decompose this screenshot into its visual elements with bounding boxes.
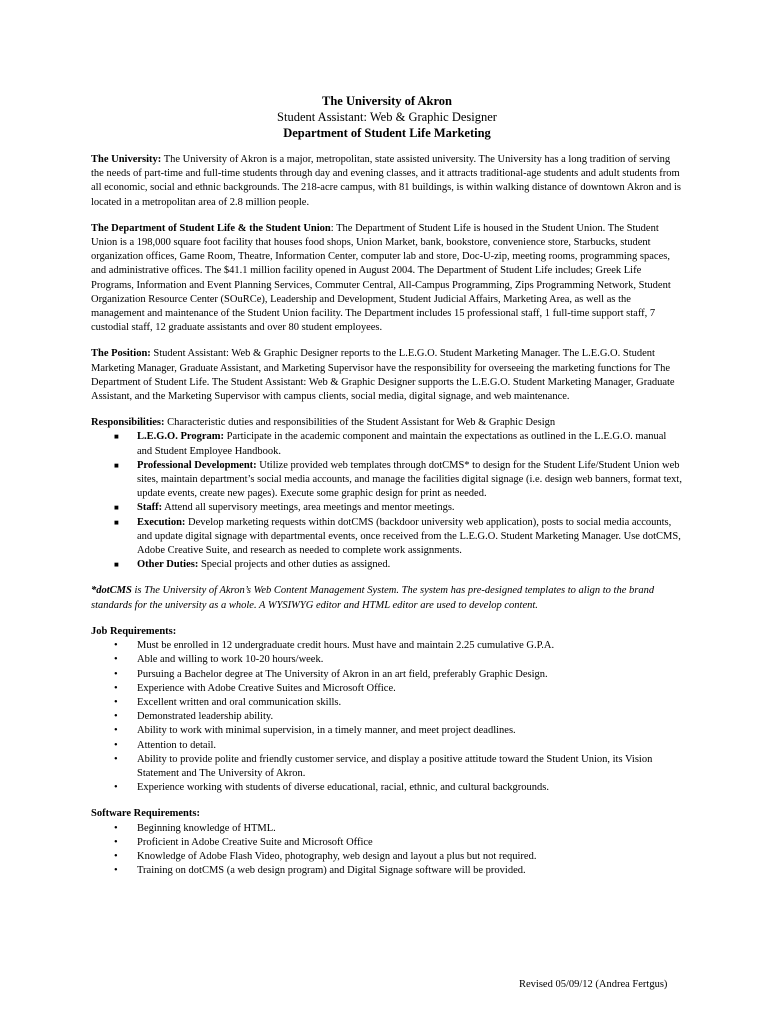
responsibilities-intro-line <box>91 416 683 430</box>
list-item <box>91 710 683 724</box>
university-paragraph <box>91 153 683 210</box>
requirement-text: Experience with Adobe Creative Suites and Microsoft Office. <box>137 682 396 694</box>
requirement-text: Must be enrolled in 12 undergraduate credit hours. Must have and maintain 2.25 cumulative G.P.A. <box>137 640 555 652</box>
software-requirements-section <box>91 807 683 878</box>
requirement-text: Pursuing a Bachelor degree at The University of Akron in an art field, preferably Graphic Design. <box>137 668 548 680</box>
position-label: The Position: <box>91 348 151 360</box>
requirement-text: Ability to work with minimal supervision, in a timely manner, and meet project deadlines. <box>137 725 516 737</box>
requirement-text: Excellent written and oral communication skills. <box>137 696 342 708</box>
list-item <box>91 753 683 781</box>
revision-footer: Revised 05/09/12 (Andrea Fertgus) <box>519 979 668 990</box>
list-item <box>91 696 683 710</box>
university-label: The University: <box>91 154 162 165</box>
square-bullet-icon: ■ <box>114 517 119 527</box>
list-item <box>91 739 683 753</box>
position-title: Student Assistant: Web & Graphic Designer <box>277 110 497 124</box>
software-requirements-heading: Software Requirements: <box>91 808 200 820</box>
software-text: Training on dotCMS (a web design program) and Digital Signage software will be provided. <box>137 865 526 877</box>
square-bullet-icon: ■ <box>114 503 119 513</box>
list-item <box>91 864 683 878</box>
responsibility-text: Participate in the academic component and maintain the expectations as outlined in the L.E.G.O. manual and Student Employee Handbook. <box>137 431 667 457</box>
university-title: The University of Akron <box>322 94 452 108</box>
position-paragraph <box>91 347 683 404</box>
bullet-icon: • <box>114 696 118 708</box>
dotcms-note <box>91 584 683 612</box>
position-text: Student Assistant: Web & Graphic Designer reports to the L.E.G.O. Student Marketing Manager. The L.E.G.O. Student Marketing Manager, Graduate Assistant, and Marketing Supervisor have the responsibility for overseeing the marketing functions for The Department of Student Life. The Student Assistant: Web & Graphic Designer supports the L.E.G.O. Student Marketing Manager, Graduate Assistant, and the Marketing Supervisor with campus clients, social media, digital signage, and web maintenance. <box>91 348 675 403</box>
list-item <box>91 558 683 572</box>
university-text: The University of Akron is a major, metropolitan, state assisted university. The University has a long tradition of serving the needs of part-time and full-time students through day and evening classes, and it attracts traditional-age students and adult students from all economic, social and ethnic backgrounds. The 218-acre campus, with 81 buildings, is within walking distance of downtown Akron and is located in a metropolitan area of 2.8 million people. <box>91 154 682 208</box>
bullet-icon: • <box>114 682 118 694</box>
list-item <box>91 822 683 836</box>
job-requirements-section <box>91 625 683 795</box>
list-item <box>91 459 683 502</box>
job-requirements-list <box>91 639 683 795</box>
bullet-icon: • <box>114 668 118 680</box>
dotcms-text: is The University of Akron’s Web Content Management System. The system has pre-designed templates to align to the brand standards for the university as a whole. A WYSIWYG editor and HTML editor are used to develop content. <box>91 585 655 611</box>
responsibilities-intro: Characteristic duties and responsibilities of the Student Assistant for Web & Graphic Design <box>164 417 556 429</box>
responsibility-label: Other Duties: <box>137 559 199 571</box>
responsibility-label: Professional Development: <box>137 459 257 471</box>
bullet-icon: • <box>114 782 118 794</box>
responsibility-text: Attend all supervisory meetings, area meetings and mentor meetings. <box>162 502 455 514</box>
list-item <box>91 781 683 795</box>
dotcms-label: *dotCMS <box>91 585 132 597</box>
responsibility-label: Staff: <box>137 502 163 514</box>
software-requirements-list <box>91 822 683 879</box>
bullet-icon: • <box>114 725 118 737</box>
bullet-icon: • <box>114 711 118 723</box>
department-paragraph <box>91 222 683 336</box>
bullet-icon: • <box>114 640 118 652</box>
list-item <box>91 668 683 682</box>
list-item <box>91 850 683 864</box>
bullet-icon: • <box>114 850 118 862</box>
document-page <box>91 93 683 890</box>
list-item <box>91 430 683 458</box>
responsibility-label: Execution: <box>137 516 186 528</box>
square-bullet-icon: ■ <box>114 460 119 470</box>
square-bullet-icon: ■ <box>114 560 119 570</box>
responsibility-text: Special projects and other duties as assigned. <box>198 559 391 571</box>
bullet-icon: • <box>114 865 118 877</box>
requirement-text: Ability to provide polite and friendly customer service, and display a positive attitude toward the Student Union, its Vision Statement and The University of Akron. <box>137 753 653 779</box>
responsibility-label: L.E.G.O. Program: <box>137 431 225 443</box>
responsibility-text: Develop marketing requests within dotCMS (backdoor university web application), posts to social media accounts, and update digital signage with departmental events, once received from the L.E.G.O. Student Marketing Manager. Use dotCMS, Adobe Creative Suite, and research as needed to complete work assignments. <box>137 516 681 557</box>
requirement-text: Attention to detail. <box>137 739 217 751</box>
list-item <box>91 653 683 667</box>
list-item <box>91 501 683 515</box>
list-item <box>91 516 683 559</box>
requirement-text: Experience working with students of diverse educational, racial, ethnic, and cultural backgrounds. <box>137 782 549 794</box>
responsibilities-list <box>91 430 683 572</box>
responsibility-text: Utilize provided web templates through dotCMS* to design for the Student Life/Student Union web sites, maintain department’s social media accounts, and manage the facilities digital signage (i.e. design web banners, format text, update events, create new pages). Execute some graphic design for print as needed. <box>137 459 682 500</box>
bullet-icon: • <box>114 836 118 848</box>
bullet-icon: • <box>114 753 118 765</box>
requirement-text: Demonstrated leadership ability. <box>137 711 274 723</box>
software-text: Knowledge of Adobe Flash Video, photography, web design and layout a plus but not required. <box>137 850 537 862</box>
department-label: The Department of Student Life & the Student Union <box>91 222 331 234</box>
list-item <box>91 836 683 850</box>
department-title: Department of Student Life Marketing <box>283 126 491 140</box>
bullet-icon: • <box>114 822 118 834</box>
responsibilities-label: Responsibilities: <box>91 417 165 429</box>
job-requirements-heading: Job Requirements: <box>91 625 177 637</box>
software-text: Proficient in Adobe Creative Suite and Microsoft Office <box>137 836 373 848</box>
document-header <box>91 93 683 141</box>
responsibilities-section <box>91 416 683 572</box>
list-item <box>91 682 683 696</box>
software-text: Beginning knowledge of HTML. <box>137 822 276 834</box>
bullet-icon: • <box>114 654 118 666</box>
square-bullet-icon: ■ <box>114 432 119 442</box>
list-item <box>91 724 683 738</box>
department-text: : The Department of Student Life is housed in the Student Union. The Student Union is a 198,000 square foot facility that houses food shops, Union Market, bank, bookstore, convenience store, Starbucks, student organization offices, Game Room, Theatre, Information Center, computer lab and store, Doc-U-zip, meeting rooms, programming spaces, and administrative offices. The $41.1 million facility opened in August 2004. The Department of Student Life includes; Greek Life Programs, Information and Event Planning Services, Commuter Central, All-Campus Programming, Zips Programming Network, Student Organization Resource Center (SOuRCe), Leadership and Development, Student Judicial Affairs, Marketing Area, as well as the management and maintenance of the Student Union facility. The Department includes 15 professional staff, 1 full-time support staff, 7 custodial staff, 12 graduate assistants and over 80 student employees. <box>91 222 671 334</box>
list-item <box>91 639 683 653</box>
requirement-text: Able and willing to work 10-20 hours/week. <box>137 654 324 666</box>
bullet-icon: • <box>114 739 118 751</box>
